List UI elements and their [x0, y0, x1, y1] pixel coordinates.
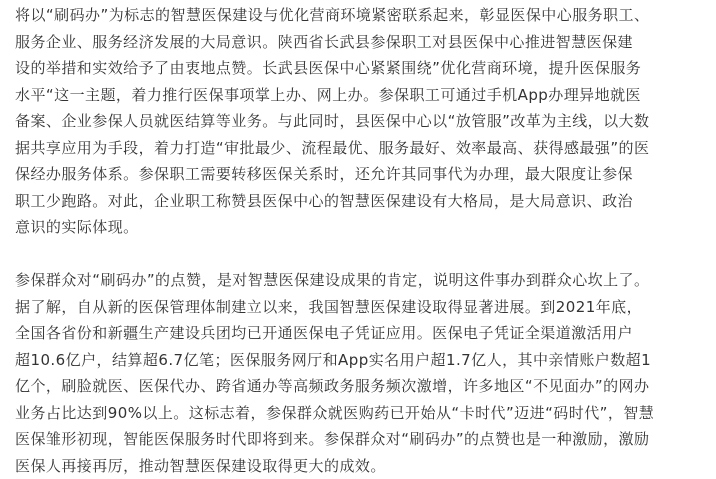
text-line: 医保雏形初现，智能医保服务时代即将到来。参保群众对“刷码办”的点赞也是一种激励，激励 [15, 426, 705, 453]
text-line: 设的举措和实效给予了由衷地点赞。长武县医保中心紧紧围绕”优化营商环境，提升医保服务 [15, 55, 705, 82]
text-line: 参保群众对“刷码办”的点赞，是对智慧医保建设成果的肯定，说明这件事办到群众心坎上了。 [15, 267, 705, 294]
article-body [15, 0, 705, 479]
text-line: 全国各省份和新疆生产建设兵团均已开通医保电子凭证应用。医保电子凭证全渠道激活用户 [15, 320, 705, 347]
text-line: 保经办服务体系。参保职工需要转移医保关系时，还允许其同事代为办理，最大限度让参保 [15, 161, 705, 188]
paragraph-1 [15, 2, 705, 241]
text-line: 医保人再接再厉，推动智慧医保建设取得更大的成效。 [15, 453, 705, 479]
text-line: 服务企业、服务经济发展的大局意识。陕西省长武县参保职工对县医保中心推进智慧医保建 [15, 29, 705, 56]
text-line: 亿个，刷脸就医、医保代办、跨省通办等高频政务服务频次激增，许多地区“不见面办”的网办 [15, 373, 705, 400]
text-line: 将以“刷码办”为标志的智慧医保建设与优化营商环境紧密联系起来，彰显医保中心服务职工、 [15, 2, 705, 29]
text-line: 职工少跑路。对此，企业职工称赞县医保中心的智慧医保建设有大格局，是大局意识、政治 [15, 188, 705, 215]
text-line: 意识的实际体现。 [15, 214, 705, 241]
text-line: 备案、企业参保人员就医结算等业务。与此同时，县医保中心以“放管服”改革为主线，以大数 [15, 108, 705, 135]
paragraph-spacer [15, 241, 705, 268]
text-line: 超10.6亿户，结算超6.7亿笔；医保服务网厅和App实名用户超1.7亿人，其中亲情账户数超1 [15, 347, 705, 374]
text-line: 据共享应用为手段，着力打造“审批最少、流程最优、服务最好、效率最高、获得感最强”的医 [15, 135, 705, 162]
paragraph-2 [15, 267, 705, 479]
text-line: 水平“这一主题，着力推行医保事项掌上办、网上办。参保职工可通过手机App办理异地就医 [15, 82, 705, 109]
text-line: 据了解，自从新的医保管理体制建立以来，我国智慧医保建设取得显著进展。到2021年底， [15, 294, 705, 321]
text-line: 业务占比达到90%以上。这标志着，参保群众就医购药已开始从“卡时代”迈进“码时代”，智慧 [15, 400, 705, 427]
